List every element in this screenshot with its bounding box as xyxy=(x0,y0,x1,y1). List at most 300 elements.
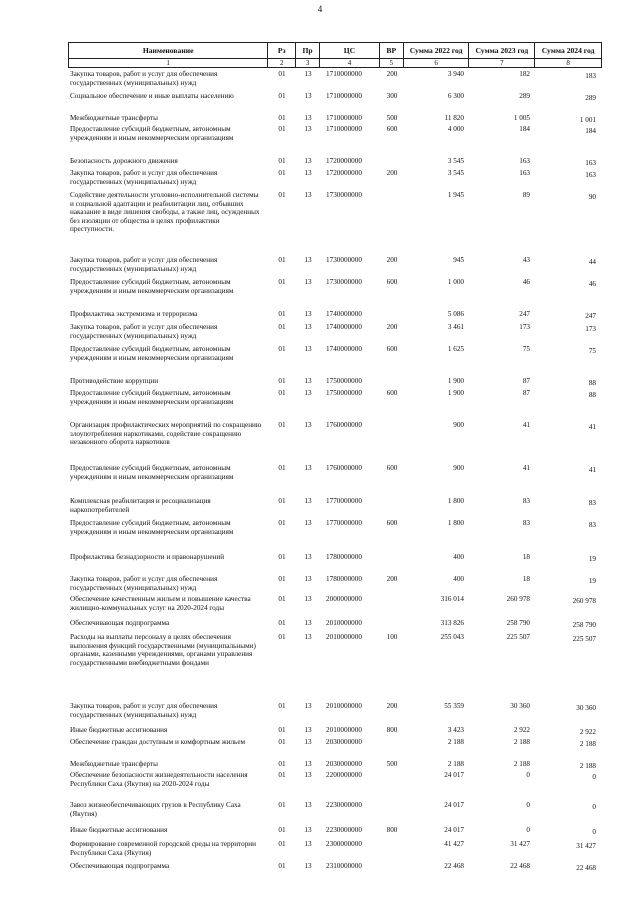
header-name: Наименование xyxy=(69,43,268,58)
row-sum-2022: 255 043 xyxy=(440,633,464,641)
page-number: 4 xyxy=(317,4,323,14)
table-row xyxy=(68,575,602,592)
row-sum-2024: 163 xyxy=(585,171,596,179)
table-row xyxy=(68,826,602,837)
table-row xyxy=(68,862,602,873)
row-pr: 13 xyxy=(304,633,312,641)
row-vr: 500 xyxy=(386,114,398,122)
row-sum-2023: 87 xyxy=(522,389,530,397)
row-vr xyxy=(380,595,404,612)
row-sum-2023: 0 xyxy=(526,771,530,779)
row-name: Социальное обеспечение и иные выплаты населению xyxy=(70,92,234,100)
row-sum-2024: 22 468 xyxy=(576,864,596,872)
row-sum-2022: 400 xyxy=(453,553,464,561)
row-sum-2023: 0 xyxy=(526,826,530,834)
table-row xyxy=(68,345,602,362)
row-sum-2022: 3 423 xyxy=(447,726,464,734)
header-cs: ЦС xyxy=(320,43,380,58)
row-pr: 13 xyxy=(304,157,312,165)
row-cs: 1730000000 xyxy=(326,278,362,286)
row-pr: 13 xyxy=(304,726,312,734)
row-sum-2023: 2 188 xyxy=(513,760,530,768)
table-row xyxy=(68,464,602,481)
table-row xyxy=(68,738,602,749)
row-vr: 100 xyxy=(386,633,398,641)
table-row xyxy=(68,595,602,612)
row-name: Обеспечивающая подпрограмма xyxy=(70,862,170,870)
row-pr: 13 xyxy=(304,169,312,177)
table-row xyxy=(68,323,602,340)
row-rz: 01 xyxy=(278,497,286,505)
table-row xyxy=(68,125,602,142)
row-pr: 13 xyxy=(304,862,312,870)
row-sum-2023: 184 xyxy=(519,125,530,133)
row-sum-2024: 90 xyxy=(588,193,596,201)
row-cs: 1780000000 xyxy=(326,553,362,561)
row-sum-2023: 89 xyxy=(522,191,530,199)
row-sum-2023: 182 xyxy=(519,70,530,78)
row-pr: 13 xyxy=(304,619,312,627)
row-cs: 2010000000 xyxy=(326,702,362,710)
row-name: Расходы на выплаты персоналу в целях обеспечения выполнения функций государственными (муниципальными) органами, казенными учреждениями, органами управления государственными внебюджетными фондами xyxy=(70,633,256,667)
row-sum-2022: 1 800 xyxy=(447,497,464,505)
row-sum-2023: 41 xyxy=(522,421,530,429)
row-cs: 2230000000 xyxy=(326,826,362,834)
row-name: Предоставление субсидий бюджетным, автономным учреждениям и иным некоммерческим организациям xyxy=(70,278,234,295)
row-pr: 13 xyxy=(304,771,312,779)
row-sum-2024: 0 xyxy=(592,803,596,811)
row-pr: 13 xyxy=(304,840,312,848)
row-sum-2022: 900 xyxy=(453,464,464,472)
row-name: Обеспечение безопасности жизнедеятельности населения Республики Саха (Якутия) на 2020-2024 годы xyxy=(70,771,248,788)
row-vr: 600 xyxy=(386,464,398,472)
row-sum-2023: 163 xyxy=(519,157,530,165)
row-pr: 13 xyxy=(304,826,312,834)
row-pr: 13 xyxy=(304,389,312,397)
row-pr: 13 xyxy=(304,497,312,505)
row-vr: 800 xyxy=(386,826,398,834)
row-sum-2022: 400 xyxy=(453,575,464,583)
row-pr: 13 xyxy=(304,310,312,318)
row-sum-2022: 1 625 xyxy=(447,345,464,353)
row-rz: 01 xyxy=(278,738,286,746)
row-name: Закупка товаров, работ и услуг для обеспечения государственных (муниципальных) нужд xyxy=(70,575,218,592)
table-row xyxy=(68,726,602,737)
row-sum-2024: 19 xyxy=(588,555,596,563)
row-vr: 500 xyxy=(386,760,398,768)
row-name: Формирование современной городской среды на территории Республики Саха (Якутия) xyxy=(70,840,256,857)
row-sum-2023: 83 xyxy=(522,519,530,527)
row-sum-2023: 43 xyxy=(522,256,530,264)
row-name: Противодействие коррупции xyxy=(70,377,159,385)
table-row xyxy=(68,169,602,186)
row-sum-2022: 1 000 xyxy=(447,278,464,286)
row-cs: 1710000000 xyxy=(326,92,362,100)
table-row xyxy=(68,771,602,788)
row-sum-2023: 260 978 xyxy=(506,595,530,603)
row-name: Закупка товаров, работ и услуг для обеспечения государственных (муниципальных) нужд xyxy=(70,702,218,719)
row-sum-2022: 316 014 xyxy=(440,595,464,603)
row-vr xyxy=(380,771,404,788)
row-pr: 13 xyxy=(304,421,312,429)
header-vr: ВР xyxy=(380,43,404,58)
row-rz: 01 xyxy=(278,114,286,122)
table-header xyxy=(68,42,602,59)
row-vr: 600 xyxy=(386,389,398,397)
row-sum-2023: 18 xyxy=(522,575,530,583)
row-sum-2022: 2 188 xyxy=(447,738,464,746)
row-sum-2022: 900 xyxy=(453,421,464,429)
row-sum-2024: 88 xyxy=(588,391,596,399)
row-vr: 600 xyxy=(386,519,398,527)
table-row xyxy=(68,70,602,87)
table-row xyxy=(68,760,602,771)
table-row xyxy=(68,191,602,234)
row-vr xyxy=(380,191,404,234)
row-sum-2023: 87 xyxy=(522,377,530,385)
header-sum-2022: Сумма 2022 год xyxy=(404,43,470,58)
column-number: 7 xyxy=(469,59,535,67)
row-rz: 01 xyxy=(278,801,286,809)
row-name: Предоставление субсидий бюджетным, автономным учреждениям и иным некоммерческим организациям xyxy=(70,125,234,142)
row-cs: 1710000000 xyxy=(326,125,362,133)
row-sum-2024: 83 xyxy=(588,499,596,507)
table-row xyxy=(68,256,602,273)
row-sum-2022: 313 826 xyxy=(440,619,464,627)
row-cs: 1710000000 xyxy=(326,70,362,78)
row-vr: 200 xyxy=(386,169,398,177)
row-name: Обеспечение качественным жильем и повышение качества жилищно-коммунальных услуг на 2020-2024 годы xyxy=(70,595,251,612)
row-rz: 01 xyxy=(278,70,286,78)
row-cs: 2000000000 xyxy=(326,595,362,603)
row-sum-2024: 41 xyxy=(588,466,596,474)
row-cs: 1730000000 xyxy=(326,191,362,199)
row-sum-2022: 1 800 xyxy=(447,519,464,527)
row-sum-2022: 3 545 xyxy=(447,157,464,165)
row-sum-2022: 945 xyxy=(453,256,464,264)
row-pr: 13 xyxy=(304,125,312,133)
row-cs: 1750000000 xyxy=(326,389,362,397)
row-sum-2022: 5 086 xyxy=(447,310,464,318)
row-rz: 01 xyxy=(278,702,286,710)
row-sum-2022: 1 900 xyxy=(447,389,464,397)
row-sum-2023: 22 468 xyxy=(510,862,530,870)
row-sum-2022: 6 300 xyxy=(447,92,464,100)
row-pr: 13 xyxy=(304,70,312,78)
table-row xyxy=(68,421,602,447)
row-sum-2023: 18 xyxy=(522,553,530,561)
row-sum-2023: 225 507 xyxy=(506,633,530,641)
row-name: Обеспечение граждан доступным и комфортным жильем xyxy=(70,738,246,746)
row-cs: 1740000000 xyxy=(326,345,362,353)
row-sum-2024: 75 xyxy=(588,347,596,355)
row-name: Профилактика безнадзорности и правонарушений xyxy=(70,553,225,561)
column-number: 5 xyxy=(380,59,404,67)
row-sum-2023: 2 922 xyxy=(513,726,530,734)
row-sum-2024: 44 xyxy=(588,258,596,266)
row-vr xyxy=(380,840,404,857)
table-row xyxy=(68,92,602,103)
row-sum-2022: 3 545 xyxy=(447,169,464,177)
row-sum-2024: 225 507 xyxy=(572,635,596,643)
row-name: Закупка товаров, работ и услуг для обеспечения государственных (муниципальных) нужд xyxy=(70,256,218,273)
row-sum-2024: 2 188 xyxy=(579,762,596,770)
row-cs: 1720000000 xyxy=(326,157,362,165)
row-vr xyxy=(380,157,404,168)
row-vr: 200 xyxy=(386,323,398,331)
table-row xyxy=(68,619,602,630)
row-cs: 2010000000 xyxy=(326,726,362,734)
row-sum-2024: 258 790 xyxy=(572,621,596,629)
row-sum-2024: 83 xyxy=(588,521,596,529)
row-name: Межбюджетные трансферты xyxy=(70,760,158,768)
row-vr: 200 xyxy=(386,702,398,710)
column-number: 1 xyxy=(69,59,268,67)
row-sum-2023: 46 xyxy=(522,278,530,286)
row-sum-2024: 163 xyxy=(585,159,596,167)
row-pr: 13 xyxy=(304,345,312,353)
row-vr: 200 xyxy=(386,70,398,78)
row-sum-2023: 1 005 xyxy=(513,114,530,122)
row-pr: 13 xyxy=(304,92,312,100)
row-cs: 1720000000 xyxy=(326,169,362,177)
row-rz: 01 xyxy=(278,862,286,870)
row-name: Комплексная реабилитация и ресоциализация наркопотребителей xyxy=(70,497,211,514)
table-row xyxy=(68,519,602,536)
row-name: Закупка товаров, работ и услуг для обеспечения государственных (муниципальных) нужд xyxy=(70,70,218,87)
row-cs: 2300000000 xyxy=(326,840,362,848)
row-sum-2022: 2 188 xyxy=(447,760,464,768)
table-row xyxy=(68,633,602,667)
row-pr: 13 xyxy=(304,595,312,603)
row-vr: 600 xyxy=(386,125,398,133)
row-vr xyxy=(380,377,404,388)
row-pr: 13 xyxy=(304,760,312,768)
row-cs: 1730000000 xyxy=(326,256,362,264)
table-row xyxy=(68,801,602,818)
row-sum-2024: 31 427 xyxy=(576,842,596,850)
row-pr: 13 xyxy=(304,702,312,710)
row-sum-2024: 41 xyxy=(588,423,596,431)
row-vr: 200 xyxy=(386,575,398,583)
row-sum-2024: 88 xyxy=(588,379,596,387)
row-sum-2024: 173 xyxy=(585,325,596,333)
row-vr xyxy=(380,497,404,514)
row-pr: 13 xyxy=(304,256,312,264)
row-rz: 01 xyxy=(278,595,286,603)
row-name: Предоставление субсидий бюджетным, автономным учреждениям и иным некоммерческим организациям xyxy=(70,464,234,481)
row-sum-2023: 75 xyxy=(522,345,530,353)
row-cs: 1760000000 xyxy=(326,464,362,472)
row-sum-2022: 4 000 xyxy=(447,125,464,133)
row-rz: 01 xyxy=(278,389,286,397)
column-number: 3 xyxy=(296,59,320,67)
row-cs: 2010000000 xyxy=(326,619,362,627)
row-rz: 01 xyxy=(278,421,286,429)
row-cs: 1740000000 xyxy=(326,323,362,331)
row-sum-2024: 260 978 xyxy=(572,597,596,605)
row-rz: 01 xyxy=(278,157,286,165)
row-rz: 01 xyxy=(278,278,286,286)
row-name: Предоставление субсидий бюджетным, автономным учреждениям и иным некоммерческим организациям xyxy=(70,389,234,406)
row-sum-2024: 247 xyxy=(585,312,596,320)
row-rz: 01 xyxy=(278,840,286,848)
row-sum-2023: 173 xyxy=(519,323,530,331)
row-cs: 1770000000 xyxy=(326,497,362,505)
row-name: Иные бюджетные ассигнования xyxy=(70,726,168,734)
row-cs: 1750000000 xyxy=(326,377,362,385)
row-sum-2022: 41 427 xyxy=(444,840,464,848)
header-sum-2023: Сумма 2023 год xyxy=(469,43,535,58)
row-sum-2024: 289 xyxy=(585,94,596,102)
row-vr xyxy=(380,619,404,630)
row-name: Организация профилактических мероприятий по сокращению злоупотребления наркотиками, содействие сокращению незаконного оборота наркотиков xyxy=(70,421,262,447)
row-sum-2024: 1 001 xyxy=(579,116,596,124)
row-sum-2022: 11 820 xyxy=(444,114,464,122)
row-cs: 1710000000 xyxy=(326,114,362,122)
row-rz: 01 xyxy=(278,256,286,264)
table-row xyxy=(68,310,602,321)
row-sum-2022: 24 017 xyxy=(444,771,464,779)
row-vr xyxy=(380,310,404,321)
row-cs: 2230000000 xyxy=(326,801,362,809)
row-rz: 01 xyxy=(278,323,286,331)
row-sum-2023: 258 790 xyxy=(506,619,530,627)
row-vr xyxy=(380,801,404,818)
row-name: Профилактика экстремизма и терроризма xyxy=(70,310,198,318)
row-sum-2023: 41 xyxy=(522,464,530,472)
row-pr: 13 xyxy=(304,801,312,809)
row-sum-2024: 30 360 xyxy=(576,704,596,712)
row-name: Безопасность дорожного движения xyxy=(70,157,178,165)
row-sum-2024: 2 188 xyxy=(579,740,596,748)
row-rz: 01 xyxy=(278,125,286,133)
row-name: Предоставление субсидий бюджетным, автономным учреждениям и иным некоммерческим организациям xyxy=(70,345,234,362)
column-number: 6 xyxy=(404,59,470,67)
row-rz: 01 xyxy=(278,553,286,561)
row-rz: 01 xyxy=(278,92,286,100)
row-rz: 01 xyxy=(278,619,286,627)
row-cs: 2200000000 xyxy=(326,771,362,779)
row-sum-2024: 0 xyxy=(592,773,596,781)
column-number: 2 xyxy=(268,59,296,67)
row-sum-2022: 3 461 xyxy=(447,323,464,331)
row-vr: 600 xyxy=(386,345,398,353)
row-sum-2022: 24 017 xyxy=(444,826,464,834)
row-sum-2023: 30 360 xyxy=(510,702,530,710)
row-sum-2024: 2 922 xyxy=(579,728,596,736)
row-vr xyxy=(380,553,404,564)
row-vr xyxy=(380,421,404,447)
row-pr: 13 xyxy=(304,278,312,286)
row-sum-2023: 83 xyxy=(522,497,530,505)
row-rz: 01 xyxy=(278,464,286,472)
row-cs: 1740000000 xyxy=(326,310,362,318)
row-name: Иные бюджетные ассигнования xyxy=(70,826,168,834)
row-rz: 01 xyxy=(278,826,286,834)
row-rz: 01 xyxy=(278,760,286,768)
row-sum-2024: 19 xyxy=(588,577,596,585)
row-cs: 2030000000 xyxy=(326,760,362,768)
row-rz: 01 xyxy=(278,169,286,177)
table-row xyxy=(68,114,602,125)
row-vr: 800 xyxy=(386,726,398,734)
row-sum-2022: 22 468 xyxy=(444,862,464,870)
row-rz: 01 xyxy=(278,633,286,641)
header-rz: Рз xyxy=(268,43,296,58)
row-sum-2023: 0 xyxy=(526,801,530,809)
row-name: Предоставление субсидий бюджетным, автономным учреждениям и иным некоммерческим организациям xyxy=(70,519,234,536)
row-pr: 13 xyxy=(304,738,312,746)
row-cs: 2010000000 xyxy=(326,633,362,641)
header-pr: Пр xyxy=(296,43,320,58)
row-name: Завоз жизнеобеспечивающих грузов в Республику Саха (Якутия) xyxy=(70,801,241,818)
row-rz: 01 xyxy=(278,575,286,583)
row-name: Обеспечивающая подпрограмма xyxy=(70,619,170,627)
row-sum-2022: 55 359 xyxy=(444,702,464,710)
row-cs: 2030000000 xyxy=(326,738,362,746)
row-vr xyxy=(380,738,404,749)
table-body xyxy=(68,68,602,873)
table-row xyxy=(68,278,602,295)
row-sum-2024: 0 xyxy=(592,828,596,836)
row-pr: 13 xyxy=(304,323,312,331)
row-rz: 01 xyxy=(278,726,286,734)
table-row xyxy=(68,389,602,406)
row-vr xyxy=(380,862,404,873)
row-sum-2023: 31 427 xyxy=(510,840,530,848)
column-number: 4 xyxy=(320,59,380,67)
budget-table xyxy=(68,42,602,873)
row-pr: 13 xyxy=(304,191,312,199)
row-cs: 1760000000 xyxy=(326,421,362,429)
table-row xyxy=(68,377,602,388)
row-vr: 300 xyxy=(386,92,398,100)
table-row xyxy=(68,702,602,719)
row-sum-2023: 289 xyxy=(519,92,530,100)
row-vr: 600 xyxy=(386,278,398,286)
row-name: Содействие деятельности уголовно-исполнительной системы и социальной адаптации и реабилитации лиц, отбывших наказание в виде лишения свободы, а также лиц, осужденных без изоляции от общества в целях профилактики преступности. xyxy=(70,191,260,234)
row-name: Закупка товаров, работ и услуг для обеспечения государственных (муниципальных) нужд xyxy=(70,323,218,340)
row-rz: 01 xyxy=(278,345,286,353)
row-rz: 01 xyxy=(278,310,286,318)
row-sum-2022: 1 945 xyxy=(447,191,464,199)
column-number: 8 xyxy=(566,59,570,67)
row-sum-2022: 24 017 xyxy=(444,801,464,809)
row-cs: 1780000000 xyxy=(326,575,362,583)
row-sum-2022: 3 940 xyxy=(447,70,464,78)
row-vr: 200 xyxy=(386,256,398,264)
row-cs: 2310000000 xyxy=(326,862,362,870)
table-row xyxy=(68,553,602,564)
row-pr: 13 xyxy=(304,464,312,472)
row-rz: 01 xyxy=(278,771,286,779)
row-sum-2022: 1 900 xyxy=(447,377,464,385)
row-sum-2024: 183 xyxy=(585,72,596,80)
row-sum-2023: 247 xyxy=(519,310,530,318)
row-pr: 13 xyxy=(304,575,312,583)
row-sum-2024: 184 xyxy=(585,127,596,135)
row-rz: 01 xyxy=(278,377,286,385)
row-pr: 13 xyxy=(304,377,312,385)
row-sum-2023: 2 188 xyxy=(513,738,530,746)
table-row xyxy=(68,157,602,168)
table-row xyxy=(68,840,602,857)
row-cs: 1770000000 xyxy=(326,519,362,527)
row-name: Закупка товаров, работ и услуг для обеспечения государственных (муниципальных) нужд xyxy=(70,169,218,186)
table-row xyxy=(68,497,602,514)
row-sum-2023: 163 xyxy=(519,169,530,177)
